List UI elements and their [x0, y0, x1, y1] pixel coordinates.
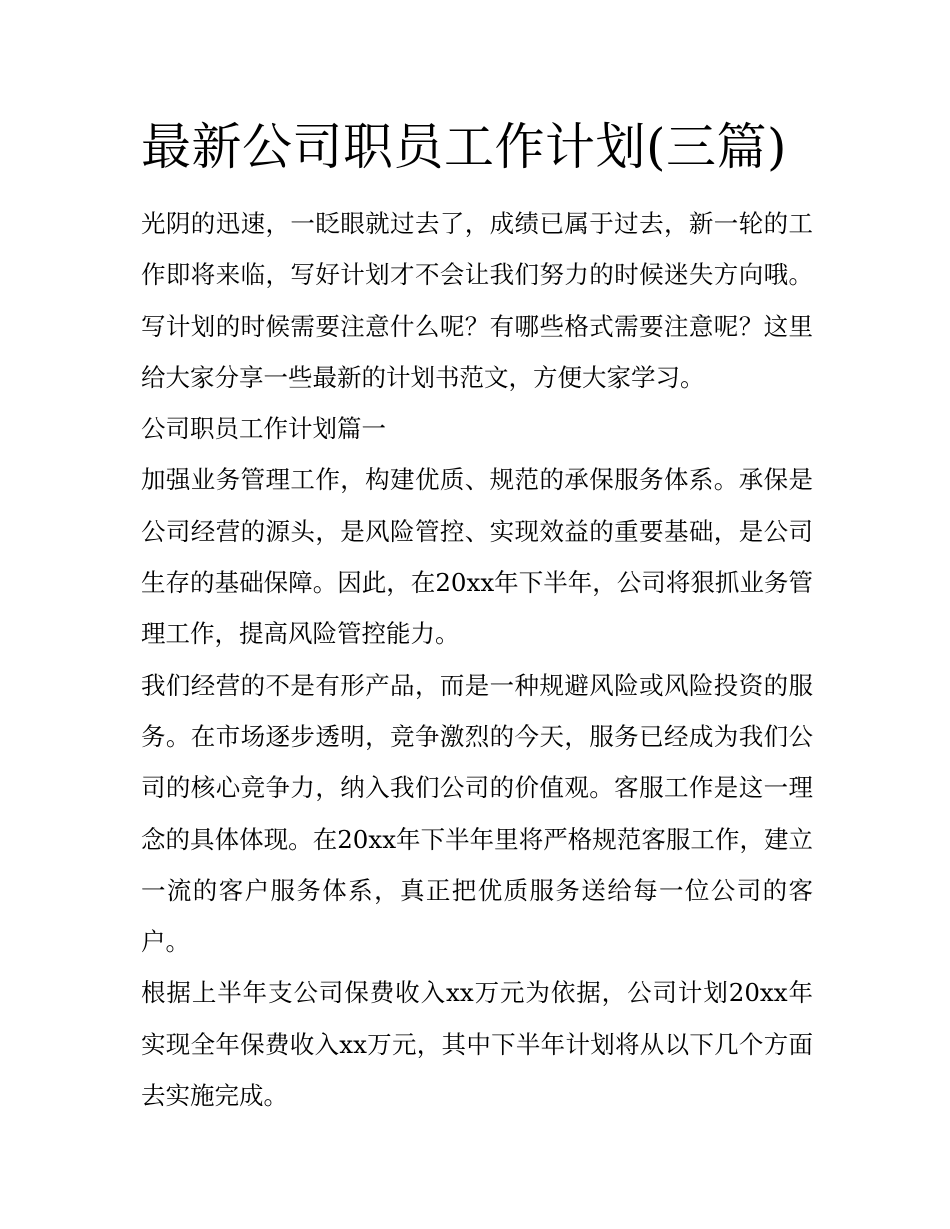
paragraph-service: 我们经营的不是有形产品，而是一种规避风险或风险投资的服务。在市场逐步透明，竞争激烈的今天，服务已经成为我们公司的核心竞争力，纳入我们公司的价值观。客服工作是这一理念的具体体现。在20xx年下半年里将严格规范客服工作，建立一流的客户服务体系，真正把优质服务送给每一位公司的客户。 [141, 670, 813, 957]
document-content [141, 112, 813, 1121]
paragraph-intro: 光阴的迅速，一眨眼就过去了，成绩已属于过去，新一轮的工作即将来临，写好计划才不会让我们努力的时候迷失方向哦。写计划的时候需要注意什么呢？有哪些格式需要注意呢？这里给大家分享一些最新的计划书范文，方便大家学习。 [141, 209, 813, 392]
document-title: 最新公司职员工作计划(三篇) [141, 118, 788, 176]
paragraph-underwriting: 加强业务管理工作，构建优质、规范的承保服务体系。承保是公司经营的源头，是风险管控、实现效益的重要基础，是公司生存的基础保障。因此，在20xx年下半年，公司将狠抓业务管理工作，提高风险管控能力。 [141, 465, 813, 649]
paragraph-premium-plan: 根据上半年支公司保费收入xx万元为依据，公司计划20xx年实现全年保费收入xx万元，其中下半年计划将从以下几个方面去实施完成。 [141, 978, 813, 1111]
section-heading: 公司职员工作计划篇一 [141, 414, 386, 444]
